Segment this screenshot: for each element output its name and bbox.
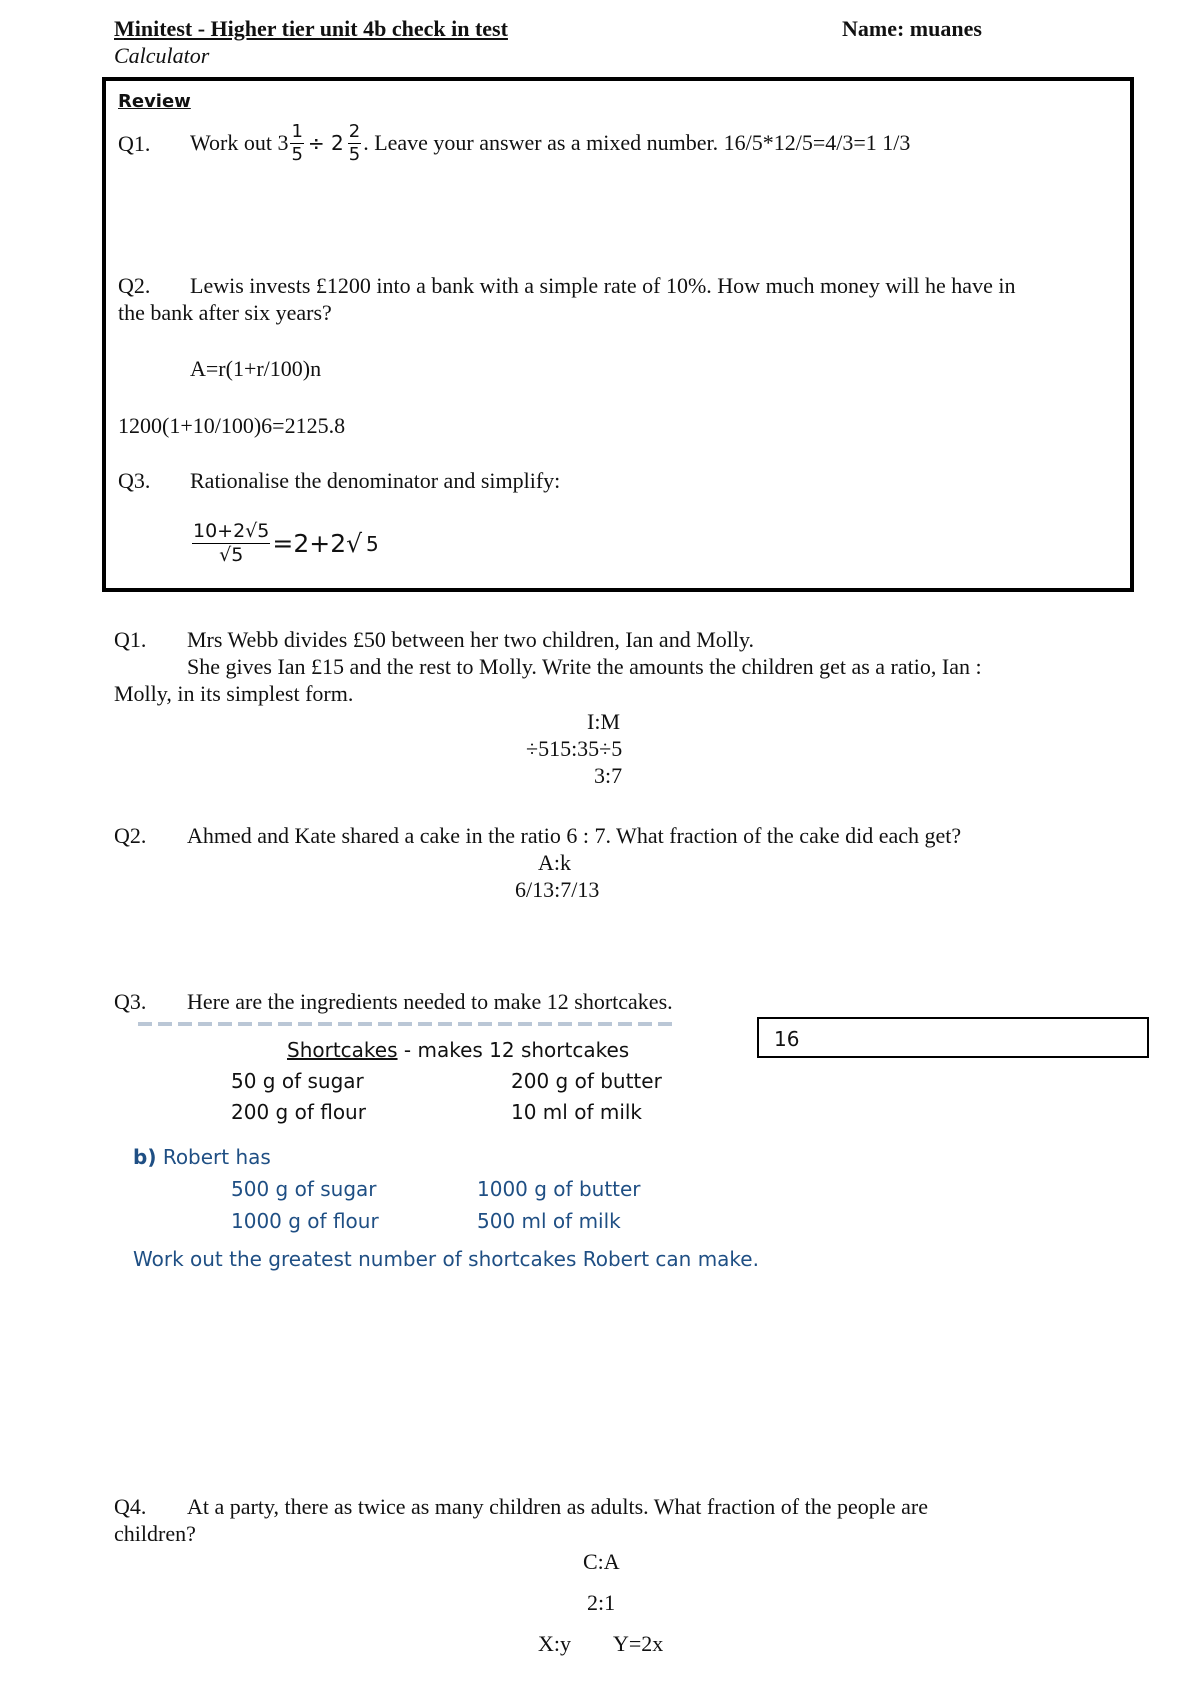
review-q2-line1: Lewis invests £1200 into a bank with a simple rate of 10%. How much money will he have in (190, 273, 1016, 298)
q2-number: Q2. (114, 823, 147, 848)
test-subtitle: Calculator (114, 43, 210, 68)
robert-sugar: 500 g of sugar (231, 1177, 377, 1201)
review-q3-fraction (192, 522, 270, 565)
review-q3-expression (190, 522, 379, 565)
review-q3-answer-tail: 5 (366, 531, 379, 556)
review-q1-fraction-1 (290, 120, 303, 165)
q1-line3: Molly, in its simplest form. (114, 681, 354, 706)
q3-line1: Here are the ingredients needed to make 12 shortcakes. (187, 989, 673, 1014)
review-q1-divide: ÷ 2 (307, 131, 344, 155)
review-heading: Review (118, 91, 191, 112)
recipe-flour: 200 g of flour (231, 1100, 366, 1124)
q4-working-3b: Y=2x (613, 1631, 664, 1656)
review-q3-answer: =2+2√ (272, 529, 363, 558)
recipe-milk: 10 ml of milk (511, 1100, 643, 1124)
q4-working-1: C:A (583, 1549, 620, 1574)
q4-number: Q4. (114, 1494, 147, 1519)
part-b-label: b) (133, 1145, 157, 1169)
fraction-denominator: 5 (291, 143, 303, 165)
recipe-butter: 200 g of butter (511, 1069, 662, 1093)
recipe-title-rest: - makes 12 shortcakes (397, 1038, 630, 1062)
review-q3-text: Rationalise the denominator and simplify: (190, 468, 561, 493)
cropped-text-fragment (138, 1022, 678, 1026)
recipe-sugar: 50 g of sugar (231, 1069, 364, 1093)
q2-working-2: 6/13:7/13 (515, 877, 600, 902)
q1-working-1: I:M (587, 709, 620, 734)
q3-answer: 16 (774, 1027, 800, 1051)
fraction-denominator: √5 (219, 544, 244, 566)
part-b-text: Robert has (156, 1145, 271, 1169)
q1-number: Q1. (114, 627, 147, 652)
robert-butter: 1000 g of butter (477, 1177, 641, 1201)
review-q1-text (190, 116, 910, 170)
q4-working-3a: X:y (538, 1631, 571, 1656)
review-q2-formula: A=r(1+r/100)n (190, 356, 322, 381)
fraction-numerator: 2 (348, 120, 361, 142)
q4-working-2: 2:1 (587, 1590, 616, 1615)
q2-working-1: A:k (538, 850, 571, 875)
review-q2-number: Q2. (118, 273, 151, 298)
q3-number: Q3. (114, 989, 147, 1014)
q2-line1: Ahmed and Kate shared a cake in the ratio 6 : 7. What fraction of the cake did each get? (187, 823, 962, 848)
q3-answer-box[interactable] (757, 1017, 1149, 1058)
part-b-instruction: Work out the greatest number of shortcakes Robert can make. (133, 1247, 759, 1271)
robert-milk: 500 ml of milk (477, 1209, 621, 1233)
review-q2-working: 1200(1+10/100)6=2125.8 (118, 413, 346, 438)
review-q2-line2: the bank after six years? (118, 300, 332, 325)
recipe-title (287, 1038, 629, 1062)
q1-line1: Mrs Webb divides £50 between her two children, Ian and Molly. (187, 627, 755, 652)
q4-line2: children? (114, 1521, 196, 1546)
recipe-title-word: Shortcakes (287, 1038, 398, 1062)
robert-flour: 1000 g of flour (231, 1209, 379, 1233)
fraction-numerator: 10+2√5 (193, 520, 270, 542)
q1-working-3: 3:7 (594, 763, 623, 788)
review-q3-number: Q3. (118, 468, 151, 493)
review-q1-post: . Leave your answer as a mixed number. 16/5*12/5=4/3=1 1/3 (363, 130, 911, 155)
q4-line1: At a party, there as twice as many children as adults. What fraction of the people are (187, 1494, 928, 1519)
fraction-numerator: 1 (291, 120, 303, 142)
q1-line2: She gives Ian £15 and the rest to Molly. Write the amounts the children get as a ratio, Ian : (187, 654, 982, 679)
review-q1-fraction-2 (348, 120, 361, 165)
part-b-heading (133, 1145, 271, 1169)
review-q1-number: Q1. (118, 131, 151, 156)
q1-working-2: ÷515:35÷5 (526, 736, 623, 761)
student-name: Name: muanes (842, 16, 982, 41)
review-q1-pre: Work out 3 (190, 130, 289, 155)
fraction-denominator: 5 (348, 143, 361, 165)
test-title: Minitest - Higher tier unit 4b check in test (114, 16, 508, 41)
